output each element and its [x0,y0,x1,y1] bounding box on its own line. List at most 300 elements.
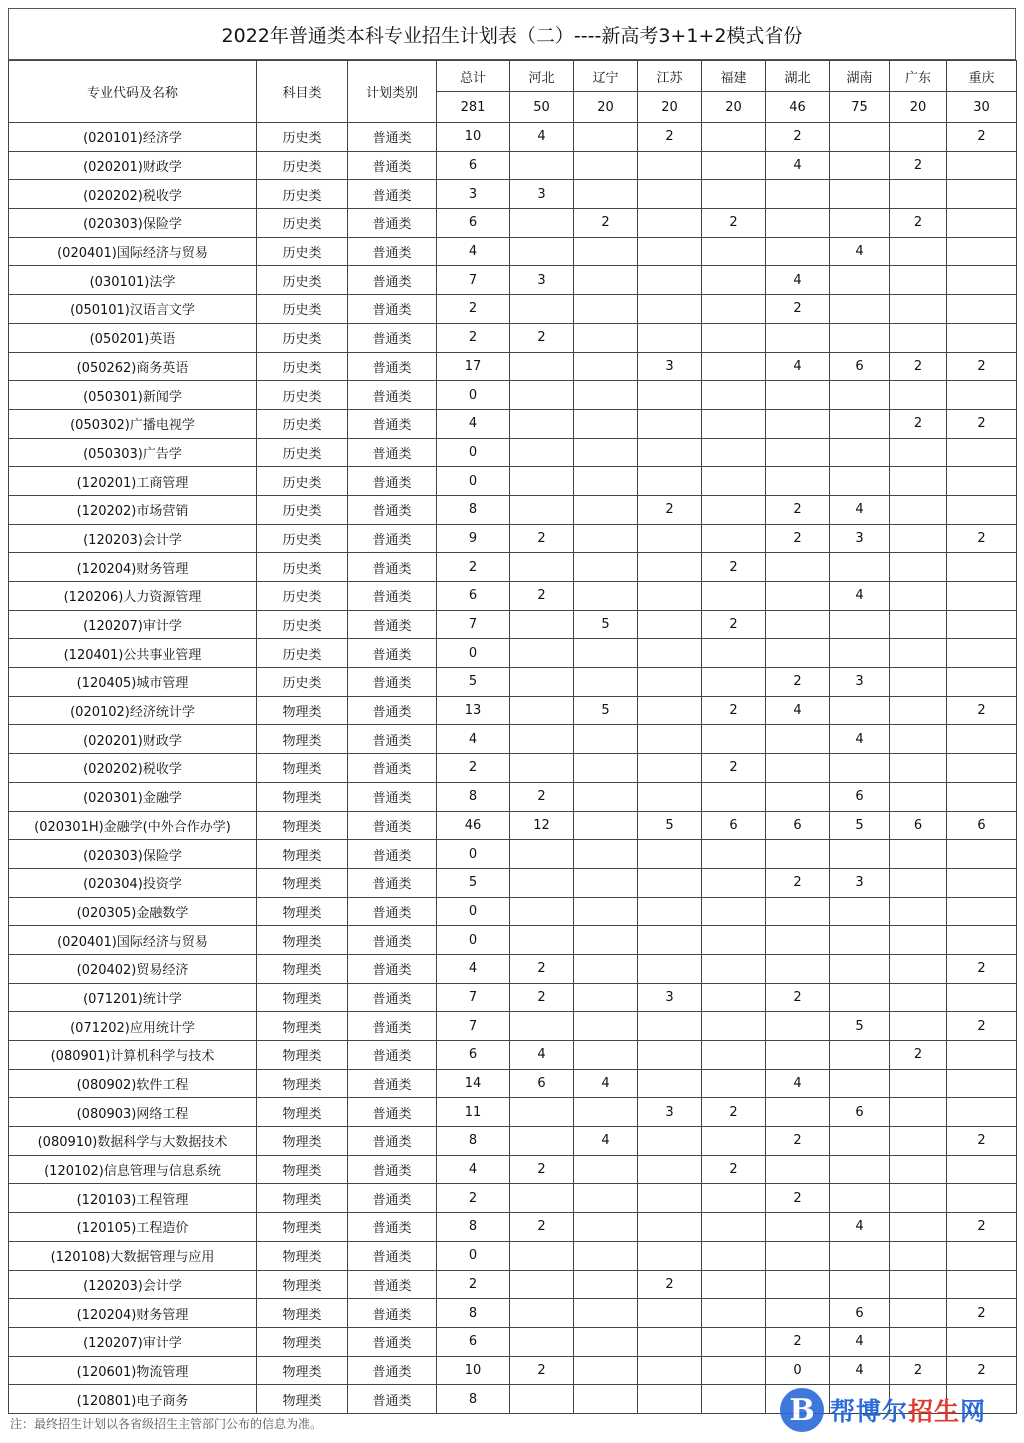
cell-hubei: 2 [766,1327,830,1356]
cell-major: (120801)电子商务 [9,1385,257,1414]
table-row [9,926,1017,955]
cell-hubei: 2 [766,524,830,553]
cell-jiangsu [638,1356,702,1385]
total-cell: 20 [638,92,702,123]
cell-hunan [830,467,890,496]
cell-chongqing [947,926,1017,955]
cell-hebei [510,610,574,639]
cell-hebei: 2 [510,582,574,611]
cell-major: (020301H)金融学(中外合作办学) [9,811,257,840]
cell-subject: 历史类 [257,610,348,639]
cell-major: (020301)金融学 [9,782,257,811]
cell-plan-type: 普通类 [348,1385,437,1414]
cell-major: (020303)保险学 [9,209,257,238]
cell-hebei [510,151,574,180]
cell-major: (071201)统计学 [9,983,257,1012]
cell-subject: 历史类 [257,323,348,352]
cell-chongqing [947,438,1017,467]
cell-total: 6 [437,1327,510,1356]
cell-hunan [830,123,890,152]
table-body [9,123,1017,1414]
table-row [9,295,1017,324]
cell-major: (120207)审计学 [9,610,257,639]
cell-hunan [830,926,890,955]
total-cell: 50 [510,92,574,123]
cell-chongqing: 2 [947,524,1017,553]
cell-jiangsu [638,1069,702,1098]
cell-fujian [702,237,766,266]
cell-hebei [510,237,574,266]
cell-plan-type: 普通类 [348,409,437,438]
cell-hebei: 6 [510,1069,574,1098]
cell-major: (030101)法学 [9,266,257,295]
cell-hebei [510,1184,574,1213]
cell-jiangsu [638,1327,702,1356]
cell-hubei [766,381,830,410]
header-col-total: 总计 [437,61,510,92]
table-row [9,782,1017,811]
table-row [9,1184,1017,1213]
cell-guangdong [890,1184,947,1213]
cell-jiangsu [638,295,702,324]
cell-subject: 历史类 [257,209,348,238]
cell-fujian: 2 [702,209,766,238]
cell-plan-type: 普通类 [348,782,437,811]
header-col-hunan: 湖南 [830,61,890,92]
cell-fujian [702,983,766,1012]
cell-hubei [766,725,830,754]
cell-subject: 物理类 [257,811,348,840]
cell-chongqing: 2 [947,409,1017,438]
cell-liaoning [574,381,638,410]
cell-guangdong: 2 [890,1356,947,1385]
cell-jiangsu [638,840,702,869]
cell-major: (050303)广告学 [9,438,257,467]
cell-subject: 历史类 [257,266,348,295]
cell-plan-type: 普通类 [348,610,437,639]
cell-hubei [766,1041,830,1070]
cell-fujian [702,409,766,438]
cell-liaoning [574,725,638,754]
cell-fujian [702,495,766,524]
cell-liaoning [574,754,638,783]
cell-liaoning [574,352,638,381]
cell-fujian: 2 [702,1098,766,1127]
page-title: 2022年普通类本科专业招生计划表（二）----新高考3+1+2模式省份 [8,8,1016,60]
cell-hunan: 3 [830,524,890,553]
cell-guangdong [890,1270,947,1299]
cell-subject: 物理类 [257,926,348,955]
total-cell: 281 [437,92,510,123]
cell-total: 0 [437,381,510,410]
cell-hunan [830,754,890,783]
cell-total: 10 [437,1356,510,1385]
table-row [9,1127,1017,1156]
cell-subject: 历史类 [257,668,348,697]
cell-fujian [702,438,766,467]
cell-hubei [766,1155,830,1184]
cell-liaoning [574,1184,638,1213]
cell-chongqing [947,295,1017,324]
cell-fujian [702,1299,766,1328]
cell-jiangsu: 2 [638,123,702,152]
cell-hunan [830,1041,890,1070]
cell-hubei [766,1098,830,1127]
cell-hunan [830,266,890,295]
cell-guangdong [890,524,947,553]
cell-hunan: 5 [830,1012,890,1041]
cell-fujian [702,1327,766,1356]
cell-subject: 物理类 [257,754,348,783]
cell-hebei: 12 [510,811,574,840]
cell-liaoning [574,868,638,897]
cell-fujian [702,1213,766,1242]
cell-guangdong [890,725,947,754]
cell-major: (120207)审计学 [9,1327,257,1356]
cell-total: 14 [437,1069,510,1098]
cell-total: 6 [437,582,510,611]
cell-jiangsu: 3 [638,352,702,381]
cell-hebei: 2 [510,983,574,1012]
cell-jiangsu [638,1012,702,1041]
cell-hubei [766,954,830,983]
cell-plan-type: 普通类 [348,180,437,209]
cell-major: (020304)投资学 [9,868,257,897]
table-row [9,237,1017,266]
cell-chongqing [947,1155,1017,1184]
cell-plan-type: 普通类 [348,209,437,238]
cell-liaoning [574,495,638,524]
table-row [9,725,1017,754]
cell-jiangsu [638,1299,702,1328]
cell-hubei [766,467,830,496]
cell-chongqing [947,495,1017,524]
cell-major: (071202)应用统计学 [9,1012,257,1041]
cell-hunan [830,1127,890,1156]
cell-subject: 历史类 [257,639,348,668]
cell-major: (120204)财务管理 [9,1299,257,1328]
total-cell: 75 [830,92,890,123]
cell-jiangsu [638,209,702,238]
cell-hunan [830,151,890,180]
cell-plan-type: 普通类 [348,1098,437,1127]
cell-major: (120401)公共事业管理 [9,639,257,668]
cell-hubei [766,209,830,238]
cell-chongqing [947,1069,1017,1098]
cell-total: 2 [437,323,510,352]
cell-liaoning [574,237,638,266]
cell-subject: 物理类 [257,983,348,1012]
cell-jiangsu [638,610,702,639]
cell-major: (120203)会计学 [9,524,257,553]
cell-guangdong [890,495,947,524]
cell-hubei [766,782,830,811]
total-cell: 20 [702,92,766,123]
cell-plan-type: 普通类 [348,754,437,783]
cell-major: (020401)国际经济与贸易 [9,926,257,955]
cell-major: (050302)广播电视学 [9,409,257,438]
header-subject: 科目类 [257,61,348,123]
cell-subject: 物理类 [257,868,348,897]
cell-hebei [510,381,574,410]
cell-hunan: 3 [830,668,890,697]
cell-guangdong [890,668,947,697]
cell-subject: 物理类 [257,1184,348,1213]
table-row [9,1327,1017,1356]
cell-fujian [702,1184,766,1213]
cell-guangdong [890,926,947,955]
cell-hebei: 4 [510,1041,574,1070]
cell-chongqing [947,897,1017,926]
total-cell: 46 [766,92,830,123]
cell-subject: 物理类 [257,1069,348,1098]
cell-liaoning [574,668,638,697]
cell-hubei: 2 [766,868,830,897]
cell-chongqing [947,868,1017,897]
cell-chongqing [947,754,1017,783]
cell-fujian [702,1385,766,1414]
cell-hubei: 4 [766,151,830,180]
cell-plan-type: 普通类 [348,696,437,725]
cell-major: (020402)贸易经济 [9,954,257,983]
cell-jiangsu [638,1127,702,1156]
cell-liaoning [574,926,638,955]
cell-jiangsu [638,266,702,295]
cell-total: 8 [437,1299,510,1328]
cell-guangdong [890,582,947,611]
cell-hunan [830,696,890,725]
cell-total: 46 [437,811,510,840]
cell-jiangsu [638,553,702,582]
cell-plan-type: 普通类 [348,323,437,352]
cell-liaoning [574,840,638,869]
cell-chongqing [947,610,1017,639]
cell-guangdong [890,1327,947,1356]
cell-hebei [510,553,574,582]
cell-hunan [830,610,890,639]
cell-plan-type: 普通类 [348,811,437,840]
cell-fujian [702,897,766,926]
cell-guangdong [890,639,947,668]
cell-subject: 历史类 [257,381,348,410]
cell-hunan: 5 [830,811,890,840]
cell-jiangsu [638,1155,702,1184]
cell-liaoning [574,409,638,438]
cell-plan-type: 普通类 [348,438,437,467]
cell-chongqing: 2 [947,1127,1017,1156]
cell-subject: 物理类 [257,954,348,983]
cell-hunan: 6 [830,352,890,381]
cell-liaoning [574,553,638,582]
cell-subject: 历史类 [257,352,348,381]
cell-total: 2 [437,1270,510,1299]
cell-hubei [766,754,830,783]
cell-hubei [766,1270,830,1299]
cell-plan-type: 普通类 [348,868,437,897]
cell-plan-type: 普通类 [348,467,437,496]
logo-text-a: 帮博尔 [830,1397,909,1426]
cell-hunan [830,897,890,926]
cell-hubei: 2 [766,1127,830,1156]
header-col-chongqing: 重庆 [947,61,1017,92]
cell-liaoning: 4 [574,1127,638,1156]
cell-hunan [830,639,890,668]
cell-plan-type: 普通类 [348,151,437,180]
cell-hebei: 2 [510,782,574,811]
cell-major: (120108)大数据管理与应用 [9,1241,257,1270]
cell-fujian: 2 [702,553,766,582]
cell-plan-type: 普通类 [348,524,437,553]
cell-hubei: 4 [766,1069,830,1098]
cell-liaoning [574,151,638,180]
cell-jiangsu [638,696,702,725]
cell-subject: 物理类 [257,696,348,725]
cell-major: (020303)保险学 [9,840,257,869]
cell-subject: 历史类 [257,151,348,180]
table-row [9,1155,1017,1184]
cell-chongqing [947,151,1017,180]
cell-liaoning [574,897,638,926]
cell-fujian [702,1127,766,1156]
cell-jiangsu [638,1213,702,1242]
cell-hubei [766,1299,830,1328]
cell-guangdong [890,1299,947,1328]
cell-hubei: 2 [766,123,830,152]
cell-hunan: 4 [830,1356,890,1385]
cell-guangdong: 6 [890,811,947,840]
cell-total: 4 [437,237,510,266]
cell-guangdong [890,295,947,324]
cell-liaoning [574,467,638,496]
cell-fujian [702,840,766,869]
cell-guangdong [890,954,947,983]
cell-hebei: 2 [510,1155,574,1184]
cell-hebei [510,1270,574,1299]
cell-total: 6 [437,151,510,180]
cell-chongqing [947,323,1017,352]
cell-guangdong [890,1155,947,1184]
watermark-logo [780,1380,1020,1440]
cell-major: (080902)软件工程 [9,1069,257,1098]
table-row [9,1069,1017,1098]
cell-guangdong [890,1069,947,1098]
cell-chongqing [947,639,1017,668]
cell-hebei [510,696,574,725]
cell-hunan: 4 [830,1213,890,1242]
header-col-hubei: 湖北 [766,61,830,92]
table-row [9,696,1017,725]
cell-total: 8 [437,1213,510,1242]
cell-fujian [702,295,766,324]
cell-total: 7 [437,266,510,295]
cell-hubei [766,639,830,668]
cell-hunan: 6 [830,1098,890,1127]
cell-guangdong [890,323,947,352]
cell-total: 10 [437,123,510,152]
cell-subject: 物理类 [257,1127,348,1156]
cell-hebei [510,639,574,668]
cell-chongqing [947,209,1017,238]
table-row [9,495,1017,524]
cell-plan-type: 普通类 [348,639,437,668]
cell-guangdong [890,266,947,295]
cell-subject: 历史类 [257,409,348,438]
cell-jiangsu [638,1184,702,1213]
cell-total: 11 [437,1098,510,1127]
table-row [9,1270,1017,1299]
cell-guangdong [890,237,947,266]
cell-hubei: 2 [766,495,830,524]
cell-jiangsu: 3 [638,1098,702,1127]
cell-jiangsu [638,926,702,955]
cell-liaoning [574,1299,638,1328]
cell-guangdong [890,381,947,410]
cell-major: (020202)税收学 [9,180,257,209]
cell-chongqing: 2 [947,1213,1017,1242]
cell-liaoning: 5 [574,610,638,639]
cell-subject: 物理类 [257,1299,348,1328]
cell-jiangsu [638,180,702,209]
cell-plan-type: 普通类 [348,668,437,697]
cell-fujian [702,323,766,352]
cell-hebei [510,295,574,324]
cell-chongqing [947,1041,1017,1070]
cell-fujian [702,1041,766,1070]
cell-major: (020401)国际经济与贸易 [9,237,257,266]
cell-jiangsu [638,409,702,438]
cell-subject: 历史类 [257,123,348,152]
table-row [9,467,1017,496]
cell-plan-type: 普通类 [348,1213,437,1242]
cell-liaoning [574,1213,638,1242]
cell-total: 0 [437,467,510,496]
cell-hunan [830,840,890,869]
header-col-fujian: 福建 [702,61,766,92]
cell-plan-type: 普通类 [348,983,437,1012]
cell-subject: 物理类 [257,1155,348,1184]
cell-major: (120204)财务管理 [9,553,257,582]
cell-liaoning [574,1385,638,1414]
cell-plan-type: 普通类 [348,1356,437,1385]
cell-hubei: 4 [766,266,830,295]
cell-guangdong [890,696,947,725]
cell-chongqing [947,1327,1017,1356]
cell-total: 8 [437,782,510,811]
cell-guangdong [890,840,947,869]
cell-fujian: 2 [702,610,766,639]
cell-total: 9 [437,524,510,553]
cell-plan-type: 普通类 [348,381,437,410]
cell-hubei [766,180,830,209]
cell-liaoning [574,295,638,324]
cell-hunan [830,438,890,467]
cell-major: (050101)汉语言文学 [9,295,257,324]
cell-major: (080903)网络工程 [9,1098,257,1127]
cell-fujian [702,582,766,611]
table-row [9,954,1017,983]
cell-total: 4 [437,1155,510,1184]
cell-subject: 历史类 [257,180,348,209]
cell-jiangsu [638,467,702,496]
table-row [9,868,1017,897]
cell-chongqing [947,180,1017,209]
cell-liaoning [574,266,638,295]
table-row [9,209,1017,238]
cell-jiangsu [638,897,702,926]
cell-hebei: 2 [510,1356,574,1385]
cell-chongqing [947,1098,1017,1127]
table-row [9,266,1017,295]
